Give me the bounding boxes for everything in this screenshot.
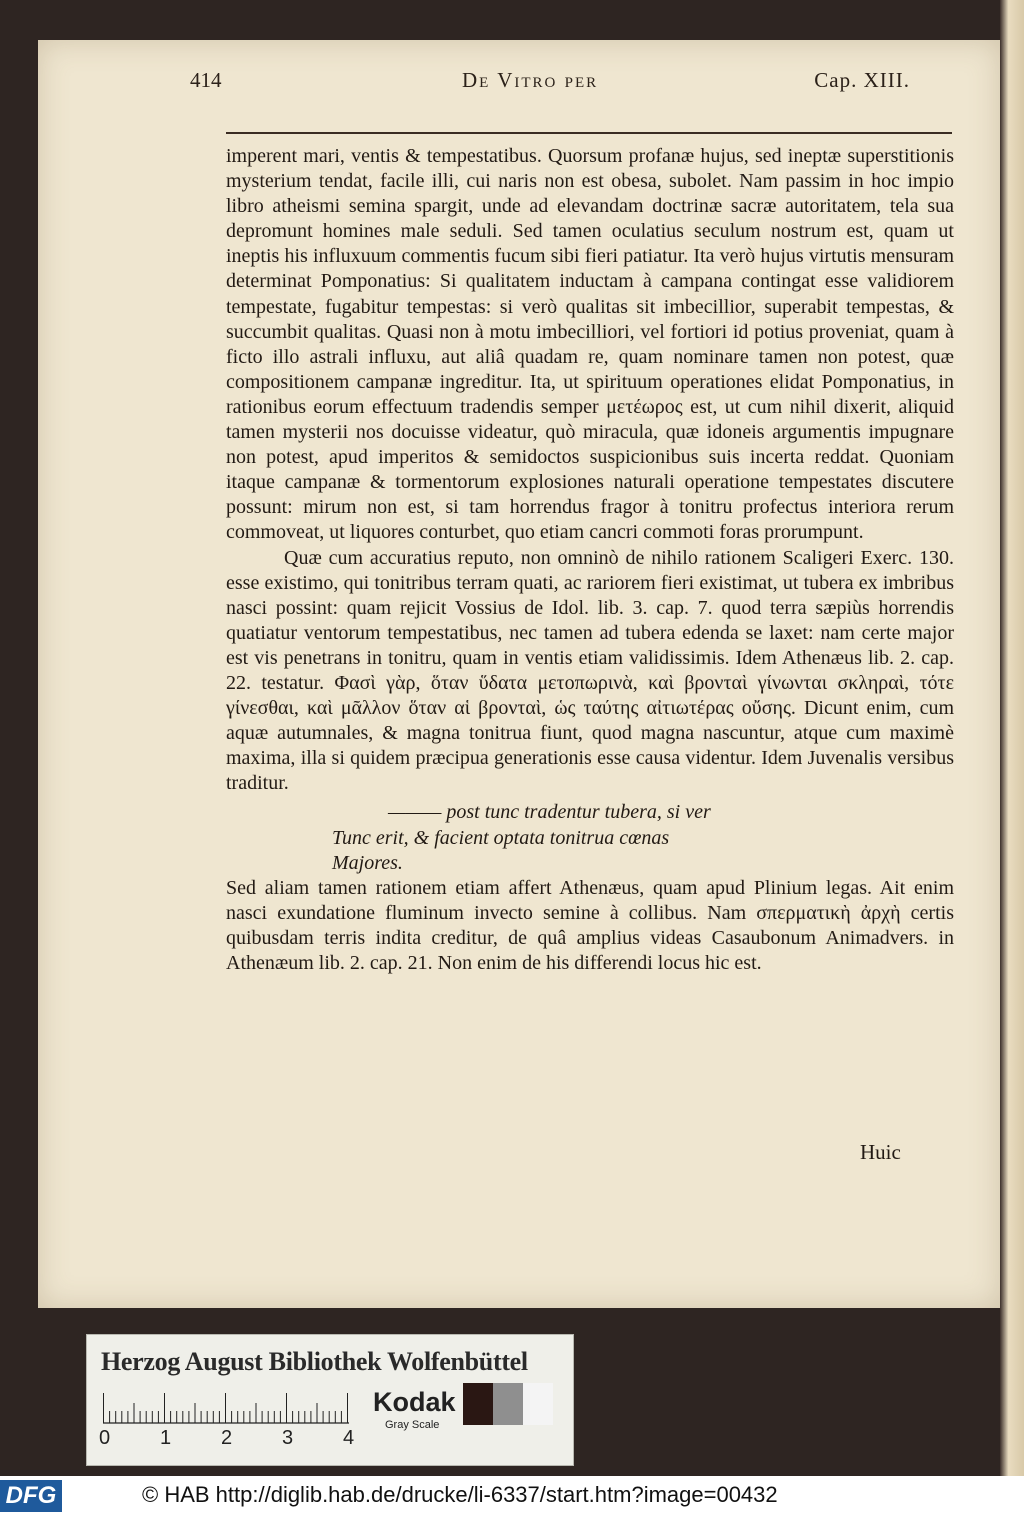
ruler-number: 0 [99, 1427, 111, 1449]
ruler-number: 1 [160, 1427, 172, 1449]
gray-patch-light [523, 1383, 553, 1425]
gray-scale-label: Gray Scale [385, 1419, 440, 1431]
ruler-scale [103, 1389, 349, 1425]
chapter-label: Cap. XIII. [814, 68, 910, 92]
catchword: Huic [860, 1140, 901, 1164]
page-edge [1000, 0, 1024, 1476]
verse-line-1: ——— post tunc tradentur tubera, si ver [388, 801, 711, 824]
ruler-numbers [99, 1427, 359, 1451]
gray-patch-dark [463, 1383, 493, 1425]
gray-patch-mid [493, 1383, 523, 1425]
running-header [190, 68, 910, 98]
dfg-logo: DFG [0, 1480, 62, 1512]
verse-line-2: Tunc erit, & facient optata tonitrua cœnas [332, 826, 670, 849]
page-body [226, 144, 954, 976]
verse-line-3: Majores. [332, 851, 403, 874]
paragraph-1: imperent mari, ventis & tempestatibus. Quorsum profanæ hujus, sed ineptæ superstitionis mysterium tendat, facile illi, cui naris non est obesa, subolet. Nam passim in hoc impio libro atheismi semina spargit, unde ad elevandam doctrinæ sacræ autoritatem, tela sua depromunt homines male seduli. Sed tamen oculatius seculum nostrum est, quam ut ineptis his influxuum commentis fucum sibi fieri patiatur. Ita verò hujus virtutis mensuram determinat Pomponatius: Si qualitatem inductam à campana contingat esse validiorem tempestate, fugabitur tempestas: si verò qualitas sit imbecillior, superabit tempestas, & succumbit qualitas. Quasi non à motu imbecilliori, vel fortiori id potius proveniat, quam à ficto illo astrali influxu, aut aliâ quadam re, quam nominare tamen non potest, quæ compositionem campanæ ingreditur. Ita, ut spirituum operationes elidat Pomponatius, in rationibus eorum effectuum tradendis semper μετέωρος est, ut cum nihil dixerit, aliquid tamen mysterii nos docuisse videatur, quò miracula, quæ idoneis argumentis impugnare non potest, apud imperitos & semidoctos suspicionibus suis incerta reddat. Quoniam itaque campanæ & tormentorum explosiones naturali operatione tempestates discutere possunt: mirum non est, si tam horrendus fragor à tonitru profectus interiora rerum commoveat, ut liquores conturbet, quo etiam cancri commoti foras prorumpunt. [226, 145, 954, 544]
paragraph-2: Quæ cum accuratius reputo, non omninò de nihilo rationem Scaligeri Exerc. 130. esse existimo, qui tonitribus terram quati, ac rariorem fieri existimat, ut tubera ex imbribus nasci possint: quam rejicit Vossius de Idol. lib. 3. cap. 7. quod terra sæpiùs horrendis quatiatur ventorum tempestatibus, nec tamen ad tubera edenda se laxet: nam certe major est vis penetrans in tonitru, quam in ventis etiam validissimis. Idem Athenæus lib. 2. cap. 22. testatur. Φασὶ γὰρ, ὅταν ὕδατα μετοπωρινὰ, καὶ βρονταὶ γίνωνται σκληραὶ, τότε γίνεσθαι, καὶ μᾶλλον ὅταν αἱ βρονταὶ, ὡς ταύτης αἰτιωτέρας οὔσης. Dicunt enim, cum aquæ autumnales, & magna tonitrua fiunt, quod magna nascuntur, atque cum maximè maxima, illa si quidem præcipua generationis esse causa videntur. Idem Juvenalis versibus traditur. [226, 546, 954, 795]
ruler-number: 2 [221, 1427, 233, 1449]
running-head: De Vitro per [462, 68, 599, 92]
ruler-number: 3 [282, 1427, 294, 1449]
header-rule [226, 132, 952, 134]
kodak-logo: Kodak [373, 1387, 456, 1417]
ruler-number: 4 [343, 1427, 355, 1449]
library-name: Herzog August Bibliothek Wolfenbüttel [101, 1347, 528, 1376]
paragraph-3: Sed aliam tamen rationem etiam affert Athenæus, quam apud Plinium legas. Ait enim nasci exundatione fluminum invecto semine à collibus. Nam σπερματικὴ ἀρχὴ certis quibusdam terris indita creditur, de quâ amplius videas Casaubonum Animadvers. in Athenæum lib. 2. cap. 21. Non enim de his differendi locus hic est. [226, 876, 954, 974]
credit-line: © HAB http://diglib.hab.de/drucke/li-6337/start.htm?image=00432 [142, 1482, 778, 1507]
footer-bar [0, 1476, 1024, 1516]
color-card [86, 1334, 574, 1466]
page-number: 414 [190, 68, 222, 92]
verse-quote [226, 800, 954, 875]
